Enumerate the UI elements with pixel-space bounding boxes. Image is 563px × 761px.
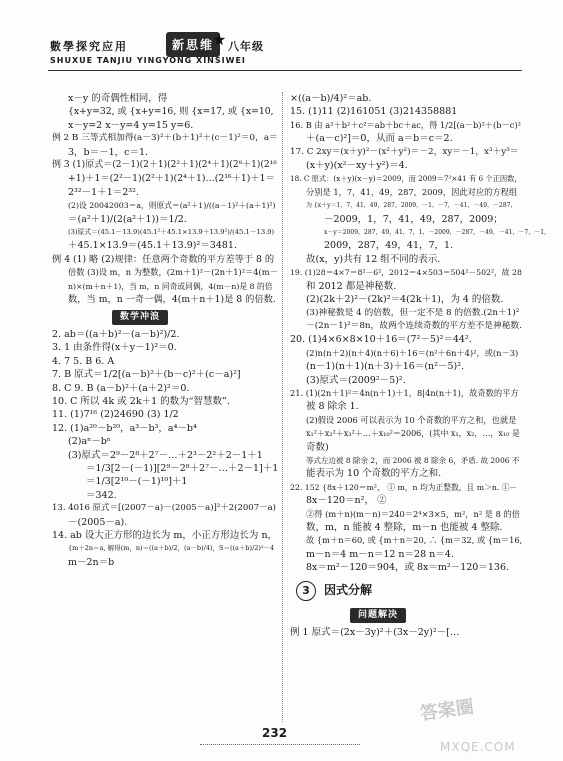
- answer-line: m－n＝4 m－n＝12 n＝28 n＝4.: [306, 548, 454, 560]
- answer-line: (2)假设 2006 可以表示为 10 个奇数的平方之和，也就是: [306, 414, 517, 425]
- answer-line: －2009，1，7，41，49，287，2009；: [324, 213, 503, 225]
- answer-line: 3，b＝－1，c＝1.: [68, 146, 149, 158]
- answer-line: (3)神秘数是 4 的倍数，但一定不是 8 的倍数.(2n＋1)²: [306, 307, 520, 318]
- answer-line: 11. (1)7¹⁶ (2)24690 (3) 1/2: [52, 409, 179, 421]
- answer-line: ＝342.: [86, 489, 117, 501]
- answer-line: 故 {m＋n＝60, 或 {m＋n＝20, ∴ {m＝32, 或 {m＝16,: [306, 535, 523, 546]
- answer-line: ＝1/3[2－(－1)][2⁹－2⁸＋2⁷－…＋2－1]＋1: [86, 462, 279, 474]
- answer-line: 8. C 9. B (a－b)²＋(a＋2)²＝0.: [52, 382, 190, 394]
- answer-line: n)×(m＋n＋1)，当 m，n 同奇或同偶，4(m－n)是 8 的倍: [68, 281, 273, 291]
- answer-line: (3)原式＝(45.1－13.9)(45.1²＋45.1×13.9＋13.9²)/(45.1－13.9): [68, 228, 275, 237]
- section-number: 3: [296, 581, 316, 601]
- answer-line: x₁²＋x₂²＋x₃²＋…＋x₁₀²＝2006，(其中 x₁，x₂，…，x₁₀ 是: [306, 429, 520, 439]
- star-icon: ★: [212, 30, 227, 49]
- answer-line: {m＋2n＝a, 解得(m，n)＝((a＋b)/2，(a－b)/4)，S＝((a＋b)/2)²－4: [68, 544, 275, 553]
- answer-line: (3)原式＝2⁹－2⁸＋2⁷－…＋2³－2²＋2－1＋1: [68, 449, 263, 461]
- answer-line: 16. B 由 a²＋b²＋c²＝ab＋bc＋ac，得 1/2[(a－b)²＋(b－c)²: [290, 119, 521, 130]
- answer-line: 倍数 (3)设 m，n 为整数，(2m＋1)²－(2n＋1)²＝4(m－: [68, 267, 278, 278]
- answer-line: (3)原式＝(2009²－5)².: [306, 374, 406, 386]
- right-column: [290, 92, 551, 639]
- answer-line: ＝(a²＋1)/(2(a²＋1))＝1/2.: [68, 213, 187, 225]
- answer-line: 分别是 1，7，41，49，287，2009，因此对应的方程组: [306, 186, 518, 197]
- answer-line: ×((a－b)/4)²＝ab.: [290, 93, 372, 104]
- answer-line: 能表示为 10 个奇数的平方之和.: [306, 468, 442, 480]
- watermark-url: MXQE.COM: [440, 740, 516, 754]
- answer-line: 10. C 所以 4k 或 2k＋1 的数为“智慧数”.: [52, 395, 230, 407]
- grade-label: 八年级: [228, 40, 264, 53]
- answer-line: (2)aⁿ－bⁿ: [68, 436, 111, 448]
- answer-line: 数，当 m，n 一奇一偶，4(m＋n＋1)是 8 的倍数.: [68, 294, 276, 306]
- page-number: 232: [262, 726, 288, 740]
- answer-line: 22. 152 {8x＋120＝m²， ① m，n 均为正整数，且 m＞n. ①－: [290, 482, 518, 492]
- left-column: [52, 92, 278, 569]
- answer-line: 4. 7 5. B 6. A: [52, 355, 115, 367]
- answer-line: 13. 4016 原式＝[(2007－a)－(2005－a)]²＋2(2007－a): [52, 503, 276, 514]
- header-rule: [48, 70, 522, 71]
- answer-line: 奇数): [306, 441, 329, 453]
- answer-line: 数，m，n 能被 4 整除，m－n 也能被 4 整除.: [306, 522, 503, 533]
- answer-line: 14. ab 设大正方形的边长为 m，小正方形边长为 n，: [52, 530, 278, 541]
- page-header: [48, 30, 518, 70]
- section-banner: 问题解决: [350, 608, 406, 623]
- answer-line: {x+y=32, 或 {x+y=16, 则 {x=17, 或 {x=10,: [68, 106, 274, 118]
- answer-line: x－y＝2009，287，49，41，7，1，－2009，－287，－49，－41，－7，－1，: [324, 229, 551, 237]
- series-title: 數學探究应用: [50, 40, 128, 53]
- answer-line: 和 2012 都是神秘数.: [306, 280, 397, 292]
- answer-line: 12. (1)a²⁰－b²⁰，a³－b³，a⁴－b⁴: [52, 422, 197, 434]
- answer-line: 3. 1 由条件得(x＋y－1)²＝0.: [52, 342, 177, 354]
- answer-line: ＋(a－c)²]＝0，从而 a＝b＝c＝2.: [306, 133, 453, 145]
- answer-line: (n－1)(n＋1)(n＋3)＋16＝(n²－5)².: [306, 361, 465, 373]
- answer-line: (2)n(n＋2)(n＋4)(n＋6)＋16＝(n²＋6n＋4)²，或(n－3): [306, 347, 519, 358]
- answer-line: 例 2 B 三等式相加得(a－3)²＋(b＋1)²＋(c－1)²＝0，a＝: [52, 133, 278, 144]
- answer-line: x－y 的奇偶性相同，得: [68, 93, 168, 104]
- footer-rule: [200, 744, 360, 745]
- answer-line: ＋45.1×13.9＝(45.1＋13.9)²＝3481.: [68, 240, 237, 252]
- answer-line: －(2n－1)²＝8n，故两个连续奇数的平方差不是神秘数.: [306, 320, 523, 331]
- column-divider: [282, 92, 283, 722]
- answer-line: 2009，287，49，41，7，1.: [324, 240, 454, 252]
- answer-line: 例 4 (1) 略 (2)规律：任意两个奇数的平方差等于 8 的: [52, 253, 275, 265]
- answer-line: +1)＋1＝(2²－1)(2²＋1)(2⁴＋1)…(2¹⁶＋1)＋1＝: [68, 173, 275, 185]
- answer-line: 故(x，y)共有 12 组不同的表示.: [306, 253, 441, 265]
- answer-line: 例 3 (1)原式＝(2－1)(2＋1)(2²＋1)(2⁴＋1)(2⁸＋1)(2¹⁶: [52, 160, 277, 171]
- answer-line: 17. C 2xy＝(x＋y)²－(x²＋y²)＝－2，xy＝－1，x³＋y³＝: [290, 146, 519, 157]
- answer-line: 8x＝m²－120＝904，或 8x＝m²－120＝136.: [306, 562, 510, 574]
- section-banner: 数学冲浪: [112, 310, 168, 325]
- section-title: 因式分解: [324, 582, 373, 597]
- answer-line: ＝1/3[2¹⁰－(－1)¹⁰]＋1: [86, 476, 188, 488]
- watermark-logo: 答案圈: [418, 696, 476, 725]
- answer-line: 21. (1)(2n＋1)²＝4n(n＋1)＋1，8|4n(n＋1)，故奇数的平方: [290, 387, 519, 398]
- answer-line: 为 {x＋y＝1，7，41，49，287，2009，－1，－7，－41，－49，－287，: [306, 202, 517, 210]
- answer-line: 18. C 原式：(x＋y)(x－y)＝2009，而 2009＝7²×41 有 6 个正因数，: [290, 174, 522, 184]
- answer-line: 8x－120＝n²， ②: [306, 495, 387, 507]
- answer-line: (2)设 20042003＝a，则原式＝(a²＋1)/((a－1)²＋(a＋1)²): [68, 201, 276, 211]
- answer-line: x－y=2 x－y=4 y=15 y=6.: [68, 119, 194, 131]
- answer-line: 被 8 除余 1.: [306, 401, 359, 413]
- answer-line: －(2005－a).: [68, 516, 128, 528]
- answer-line: 2³²－1＋1＝2³².: [68, 186, 139, 198]
- answer-line: 例 1 原式＝(2x－3y)²＋(3x－2y)²－[…: [290, 627, 460, 639]
- answer-line: (2)(2k＋2)²－(2k)²＝4(2k＋1)，为 4 的倍数.: [306, 294, 504, 306]
- answer-line: 15. (1)11 (2)161051 (3)214358881: [290, 106, 458, 118]
- answer-line: 19. (1)28＝4×7＝8²－6²，2012＝4×503＝504²－502²，故 28: [290, 268, 522, 278]
- answer-line: (x＋y)(x²－xy＋y²)＝4.: [306, 160, 408, 172]
- answer-line: 20. (1)4×6×8×10＋16＝(7²－5)²＝44².: [290, 334, 472, 346]
- brand-badge: 新思维: [166, 32, 220, 57]
- answer-line: 等式左边被 8 除余 2，而 2006 被 8 除余 6，矛盾. 故 2006 不: [306, 455, 520, 465]
- answer-line: ②得 (m＋n)(m－n)＝240＝2⁴×3×5，m²，n² 是 8 的倍: [306, 508, 521, 519]
- series-title-en: SHUXUE TANJIU YINGYONG XINSIWEI: [50, 56, 246, 65]
- answer-line: 7. B 原式＝1/2[(a－b)²＋(b－c)²＋(c－a)²]: [52, 369, 241, 381]
- section-heading: [296, 581, 522, 601]
- answer-line: m－2n＝b: [68, 556, 115, 568]
- answer-line: 2. ab＝((a＋b)²－(a－b)²)/2.: [52, 328, 180, 340]
